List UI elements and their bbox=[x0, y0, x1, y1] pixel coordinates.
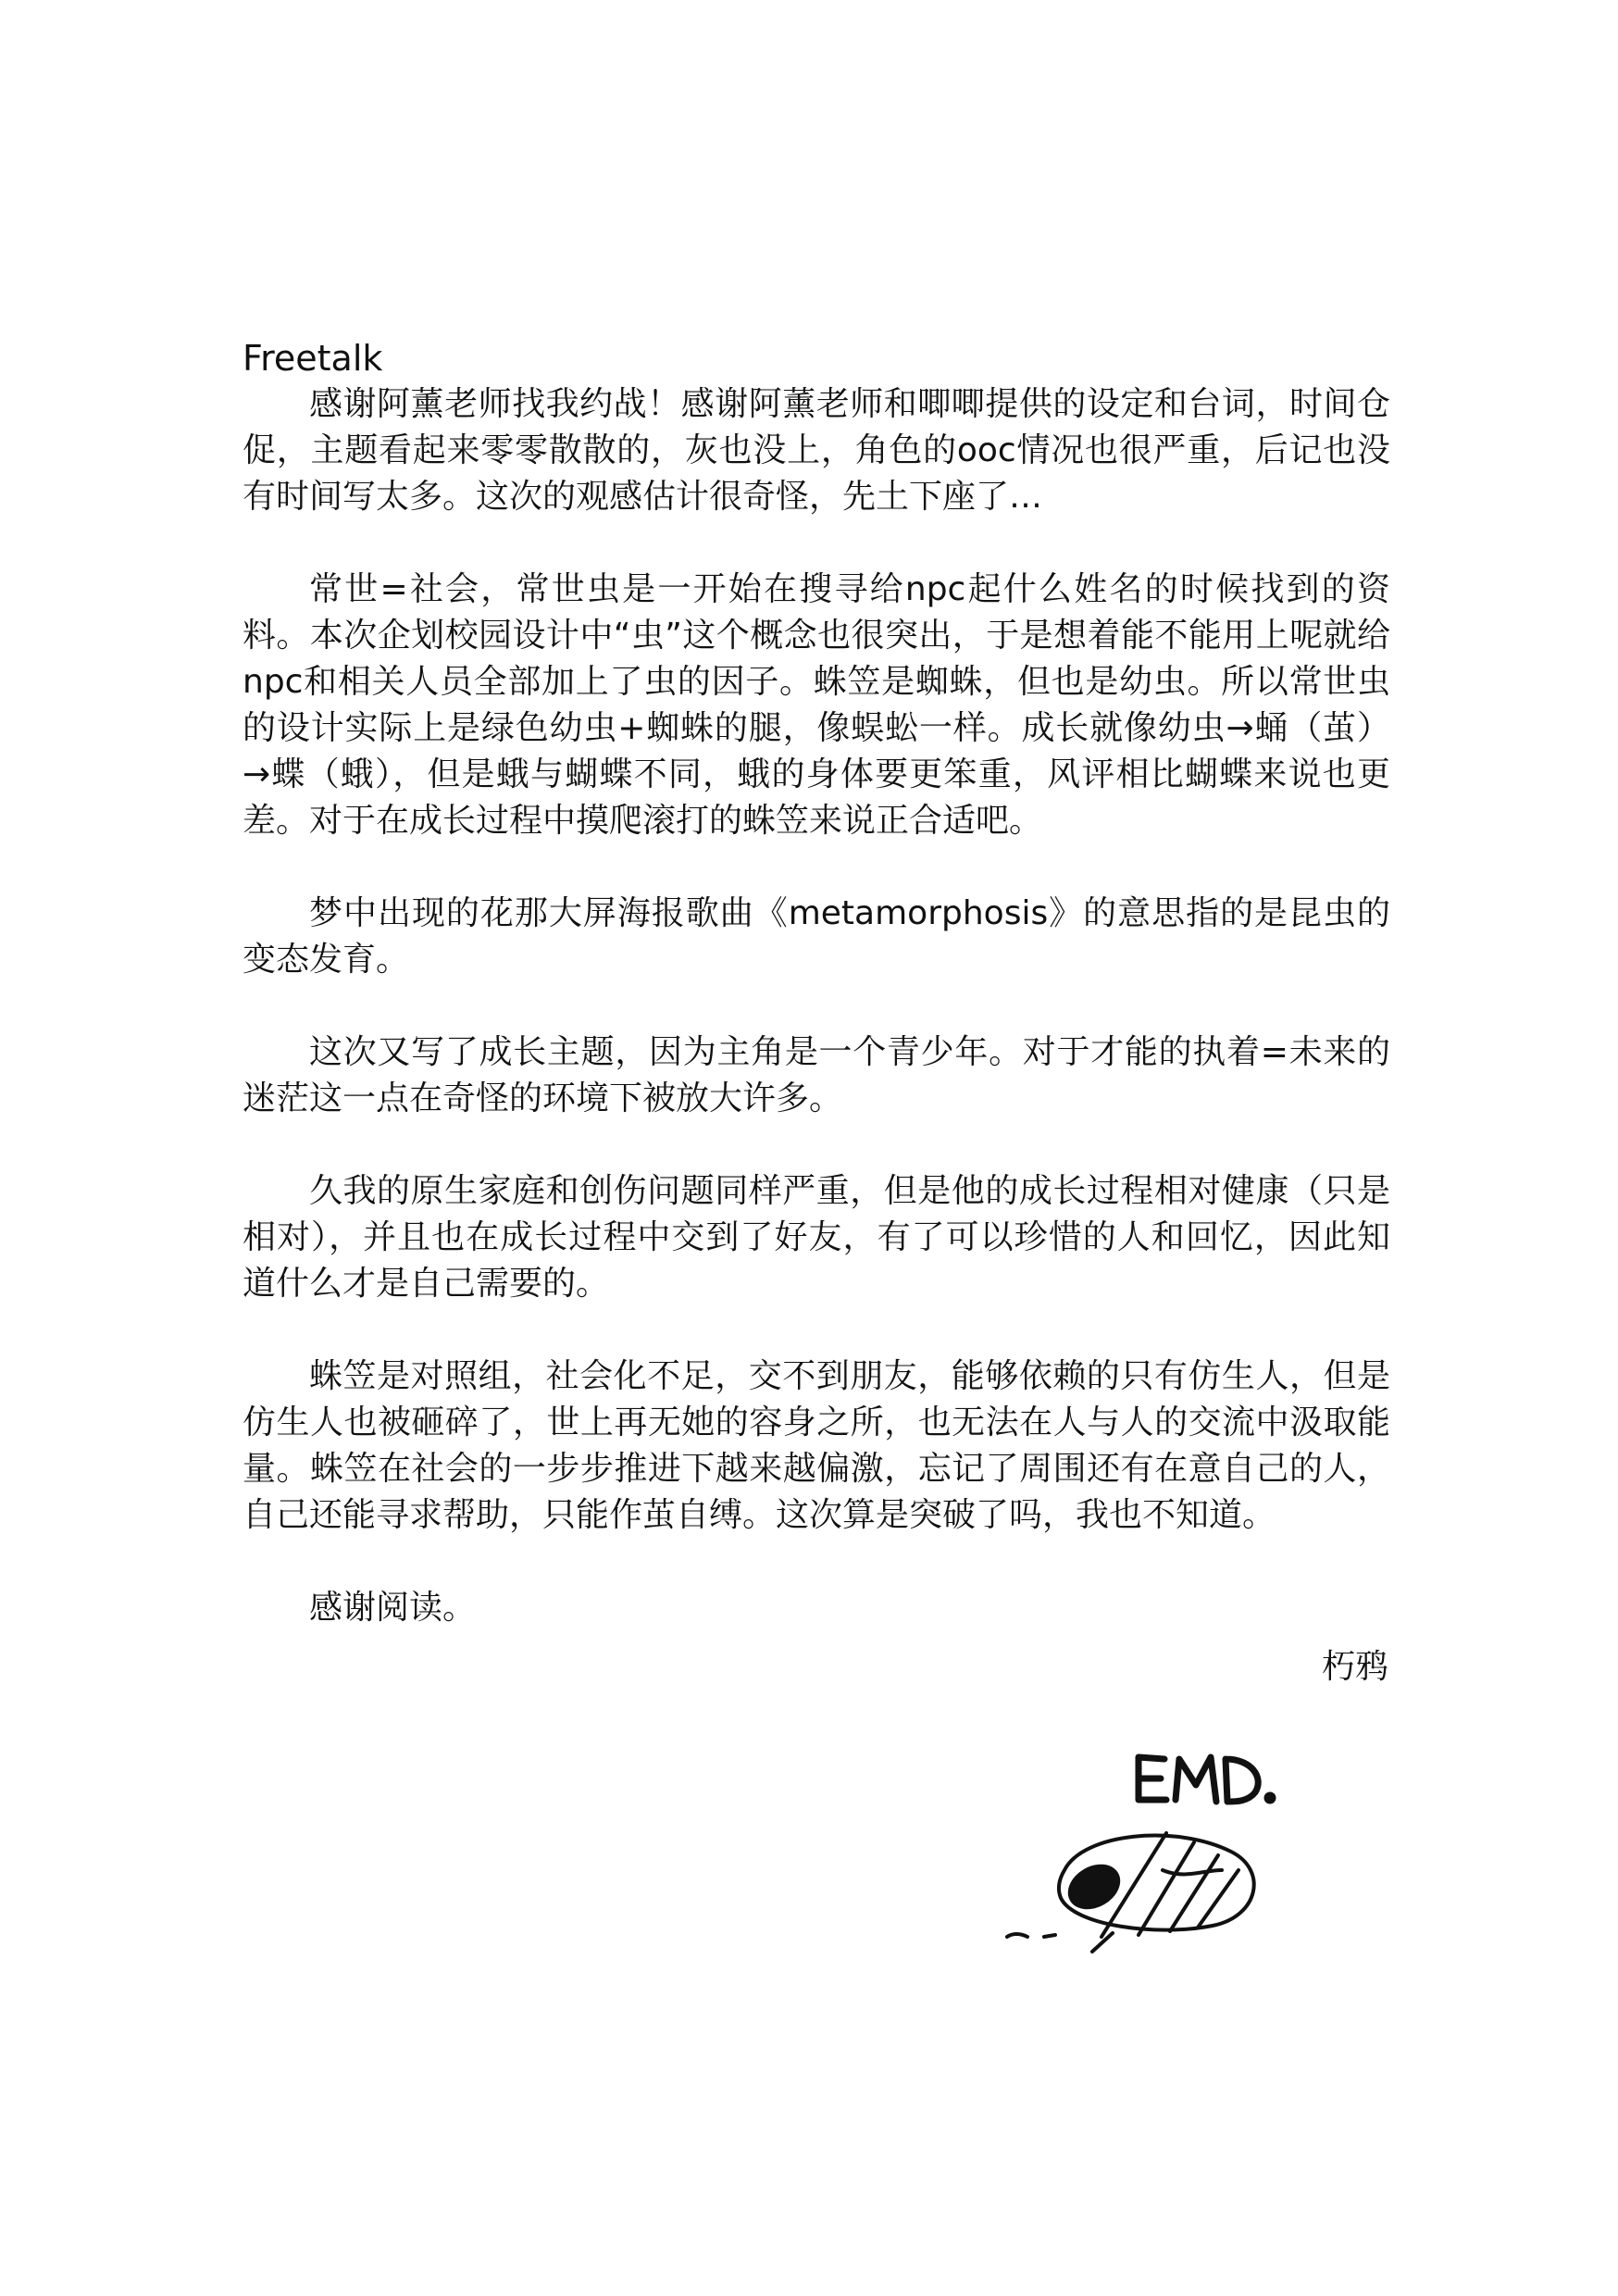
freetalk-heading: Freetalk bbox=[243, 338, 383, 379]
paragraph-1: 感谢阿薰老师找我约战！感谢阿薰老师和唧唧提供的设定和台词，时间仓促，主题看起来零零散散的，灰也没上，角色的ooc情况也很严重，后记也没有时间写太多。这次的观感估计很奇怪，先土下座了… bbox=[243, 385, 1390, 516]
paragraph-6: 蛛笠是对照组，社会化不足，交不到朋友，能够依赖的只有仿生人，但是仿生人也被砸碎了，世上再无她的容身之所，也无法在人与人的交流中汲取能量。蛛笠在社会的一步步推进下越来越偏激，忘记了周围还有在意自己的人，自己还能寻求帮助，只能作茧自缚。这次算是突破了吗，我也不知道。 bbox=[243, 1357, 1390, 1534]
end-mark-doodle bbox=[1000, 1731, 1296, 1972]
paragraph-5: 久我的原生家庭和创伤问题同样严重，但是他的成长过程相对健康（只是相对），并且也在成长过程中交到了好友，有了可以珍惜的人和回忆，因此知道什么才是自己需要的。 bbox=[243, 1172, 1390, 1303]
paragraph-7: 感谢阅读。 bbox=[309, 1589, 477, 1627]
paragraph-2: 常世=社会，常世虫是一开始在搜寻给npc起什么姓名的时候找到的资料。本次企划校园设计中“虫”这个概念也很突出，于是想着能不能用上呢就给npc和相关人员全部加上了虫的因子。蛛笠是蜘蛛，但也是幼虫。所以常世虫的设计实际上是绿色幼虫+蜘蛛的腿，像蜈蚣一样。成长就像幼虫→蛹（茧）→蝶（蛾），但是蛾与蝴蝶不同，蛾的身体要更笨重，风评相比蝴蝶来说也更差。对于在成长过程中摸爬滚打的蛛笠来说正合适吧。 bbox=[243, 570, 1390, 840]
paragraph-4: 这次又写了成长主题，因为主角是一个青少年。对于才能的执着=未来的迷茫这一点在奇怪的环境下被放大许多。 bbox=[243, 1033, 1390, 1117]
freetalk-text-block bbox=[243, 335, 1390, 1678]
end-lettering bbox=[1139, 1757, 1273, 1802]
end-dashes bbox=[1007, 1934, 1055, 1937]
author-signature: 朽鸦 bbox=[1321, 1648, 1388, 1686]
end-doodle-icon bbox=[1000, 1731, 1296, 1972]
paragraph-3: 梦中出现的花那大屏海报歌曲《metamorphosis》的意思指的是昆虫的变态发育。 bbox=[243, 894, 1390, 979]
